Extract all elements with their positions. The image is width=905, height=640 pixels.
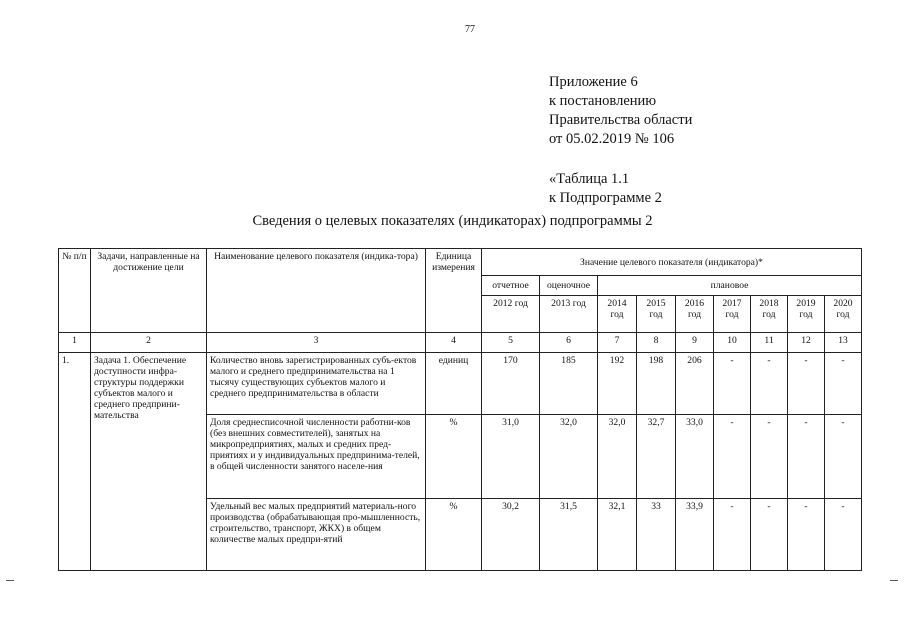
indicator-unit: единиц <box>426 353 482 415</box>
column-number: 5 <box>482 333 540 353</box>
appendix-block <box>549 73 692 208</box>
indicator-value: - <box>788 415 825 499</box>
indicator-name: Удельный вес малых предприятий материаль-ного производства (обрабатывающая про-мышленность, строительство, транспорт, ЖКХ) в общем количестве малых предпри-ятий <box>207 499 426 571</box>
column-number: 10 <box>714 333 751 353</box>
indicator-value: 32,7 <box>637 415 676 499</box>
document-title: Сведения о целевых показателях (индикаторах) подпрограммы 2 <box>252 213 653 229</box>
header-unit: Единица измерения <box>426 249 482 333</box>
table-ref-line: к Подпрограмме 2 <box>549 190 662 206</box>
column-number: 8 <box>637 333 676 353</box>
indicator-value: 198 <box>637 353 676 415</box>
indicator-name: Доля среднесписочной численности работни-ков (без внешних совместителей), занятых на микропредприятиях, малых и средних пред-приятиях и у индивидуальных предпринима-телей, в общей численности занятого населе-ния <box>207 415 426 499</box>
header-planned: плановое <box>598 276 862 296</box>
table-ref-line: «Таблица 1.1 <box>549 171 630 187</box>
header-year: 2012 год <box>482 296 540 333</box>
indicator-value: - <box>751 415 788 499</box>
task-number: 1. <box>59 353 91 571</box>
indicator-value: 32,0 <box>598 415 637 499</box>
indicator-value: 31,5 <box>540 499 598 571</box>
indicator-value: 185 <box>540 353 598 415</box>
indicator-value: 32,0 <box>540 415 598 499</box>
column-number-row <box>59 333 862 353</box>
scan-edge-mark <box>890 580 898 581</box>
header-year: 2017 год <box>714 296 751 333</box>
indicator-value: 31,0 <box>482 415 540 499</box>
header-value: Значение целевого показателя (индикатора)* <box>482 249 862 276</box>
header-year: 2018 год <box>751 296 788 333</box>
indicator-unit: % <box>426 415 482 499</box>
scan-edge-mark <box>6 580 14 581</box>
header-year: 2016 год <box>676 296 714 333</box>
column-number: 6 <box>540 333 598 353</box>
table-row <box>59 353 862 415</box>
header-year: 2014 год <box>598 296 637 333</box>
indicator-unit: % <box>426 499 482 571</box>
header-year: 2019 год <box>788 296 825 333</box>
column-number: 1 <box>59 333 91 353</box>
indicator-value: 33,0 <box>676 415 714 499</box>
column-number: 13 <box>825 333 862 353</box>
indicator-value: - <box>825 353 862 415</box>
indicator-value: - <box>788 353 825 415</box>
header-name: Наименование целевого показателя (индика-тора) <box>207 249 426 333</box>
column-number: 2 <box>91 333 207 353</box>
appendix-line: Приложение 6 <box>549 74 638 90</box>
indicator-value: 32,1 <box>598 499 637 571</box>
indicator-name: Количество вновь зарегистрированных субъ-ектов малого и среднего предпринимательства на 1 тысячу существующих субъектов малого и среднего предпринимательства в области <box>207 353 426 415</box>
indicator-value: - <box>751 353 788 415</box>
indicator-value: - <box>714 499 751 571</box>
column-number: 12 <box>788 333 825 353</box>
page-number: 77 <box>465 24 475 35</box>
indicator-value: 33,9 <box>676 499 714 571</box>
indicator-value: 170 <box>482 353 540 415</box>
column-number: 4 <box>426 333 482 353</box>
indicator-value: - <box>825 415 862 499</box>
indicator-value: 192 <box>598 353 637 415</box>
appendix-line: Правительства области <box>549 112 693 128</box>
column-number: 3 <box>207 333 426 353</box>
header-year: 2013 год <box>540 296 598 333</box>
header-year: 2020 год <box>825 296 862 333</box>
header-reported: отчетное <box>482 276 540 296</box>
task-text: Задача 1. Обеспечение доступности инфра-структуры поддержки субъектов малого и среднего предприни-мательства <box>91 353 207 571</box>
indicator-value: - <box>825 499 862 571</box>
header-num: № п/п <box>59 249 91 333</box>
column-number: 9 <box>676 333 714 353</box>
indicator-value: - <box>788 499 825 571</box>
header-estimated: оценочное <box>540 276 598 296</box>
indicator-value: - <box>751 499 788 571</box>
indicator-value: - <box>714 353 751 415</box>
indicator-value: - <box>714 415 751 499</box>
appendix-line: от 05.02.2019 № 106 <box>549 131 675 147</box>
appendix-line: к постановлению <box>549 93 657 109</box>
header-tasks: Задачи, направленные на достижение цели <box>91 249 207 333</box>
indicator-value: 30,2 <box>482 499 540 571</box>
column-number: 7 <box>598 333 637 353</box>
column-number: 11 <box>751 333 788 353</box>
indicator-value: 33 <box>637 499 676 571</box>
header-year: 2015 год <box>637 296 676 333</box>
indicators-table <box>58 248 862 571</box>
indicator-value: 206 <box>676 353 714 415</box>
